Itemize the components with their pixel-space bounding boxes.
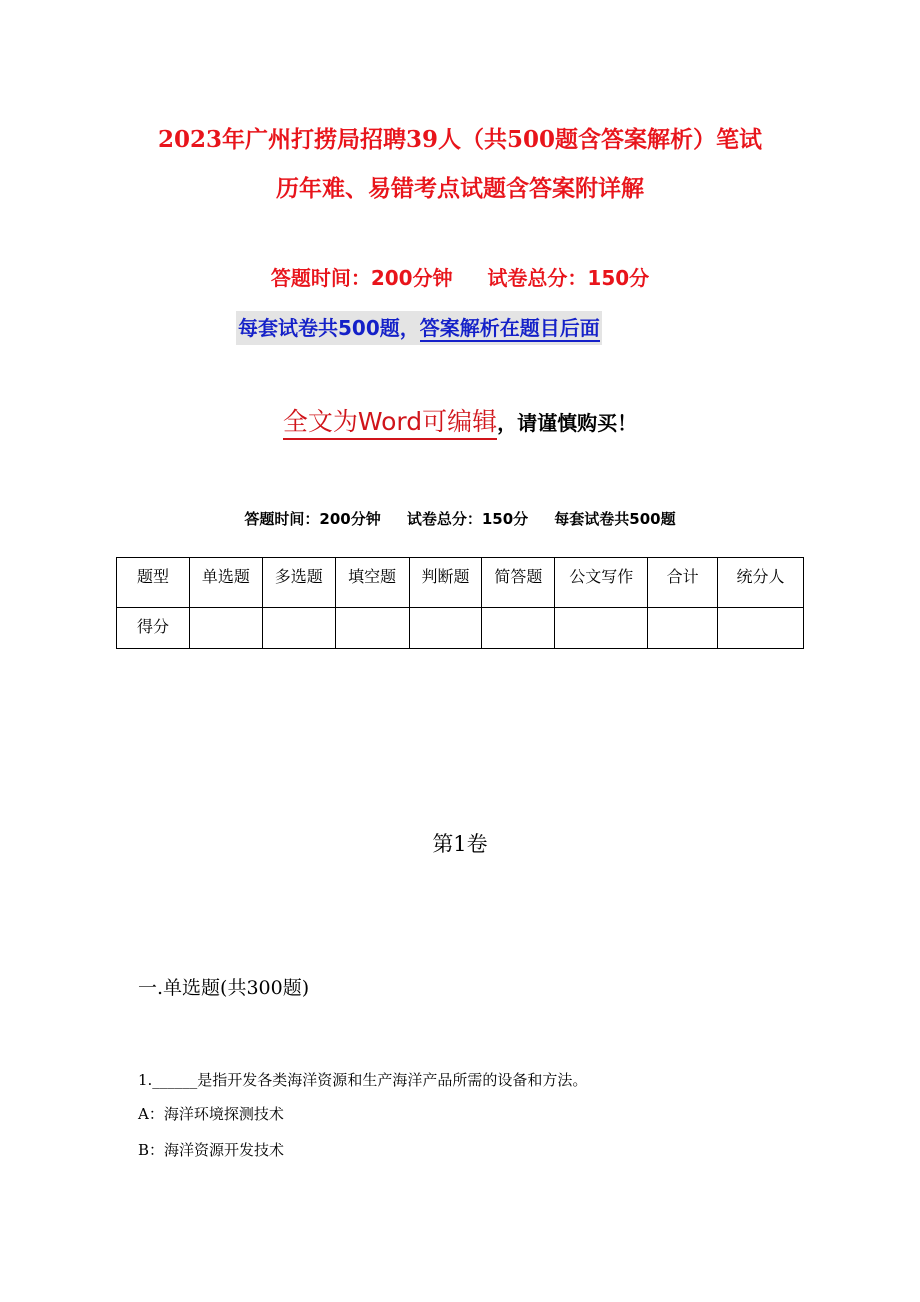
volume-heading: 第1卷 [432,832,488,856]
word-editable-notice: 全文为Word可编辑 [283,407,497,440]
exam-meta-red [0,262,920,291]
question-option-b: B：海洋资源开发技术 [138,1141,285,1159]
summary-count: 每套试卷共500题 [554,510,676,528]
score-table-score-row [117,608,804,649]
header-cell-fill-blank: 填空题 [335,558,409,608]
header-cell-short-answer: 简答题 [482,558,555,608]
section-heading: 一.单选题(共300题) [138,977,310,999]
notice-highlight [236,311,602,345]
score-cell [718,608,804,649]
exam-time: 答题时间：200分钟 [270,266,453,290]
score-cell [262,608,335,649]
question-option-a: A：海洋环境探测技术 [138,1105,284,1123]
score-cell [409,608,482,649]
header-cell-scorer: 统分人 [718,558,804,608]
score-table [116,557,804,649]
score-cell [189,608,262,649]
score-row-label: 得分 [117,608,190,649]
summary-time: 答题时间：200分钟 [244,510,381,528]
score-cell [482,608,555,649]
score-cell [555,608,648,649]
summary-score: 试卷总分：150分 [406,510,529,528]
header-cell-true-false: 判断题 [409,558,482,608]
word-notice [0,402,920,438]
purchase-warning: ，请谨慎购买！ [497,411,638,435]
document-title-line-2: 历年难、易错考点试题含答案附详解 [276,175,644,202]
document-title-line-1: 2023年广州打捞局招聘39人（共500题含答案解析）笔试 [157,126,763,153]
score-cell [648,608,718,649]
notice-prefix: 每套试卷共500题， [238,316,420,340]
header-cell-type: 题型 [117,558,190,608]
exam-meta-summary [0,508,920,529]
exam-score: 试卷总分：150分 [487,266,650,290]
question-stem: 1.______是指开发各类海洋资源和生产海洋产品所需的设备和方法。 [138,1071,588,1089]
header-cell-multi-choice: 多选题 [262,558,335,608]
header-cell-official-writing: 公文写作 [555,558,648,608]
score-table-header-row [117,558,804,608]
notice-underlined: 答案解析在题目后面 [419,316,600,340]
header-cell-single-choice: 单选题 [189,558,262,608]
score-cell [335,608,409,649]
header-cell-total: 合计 [648,558,718,608]
